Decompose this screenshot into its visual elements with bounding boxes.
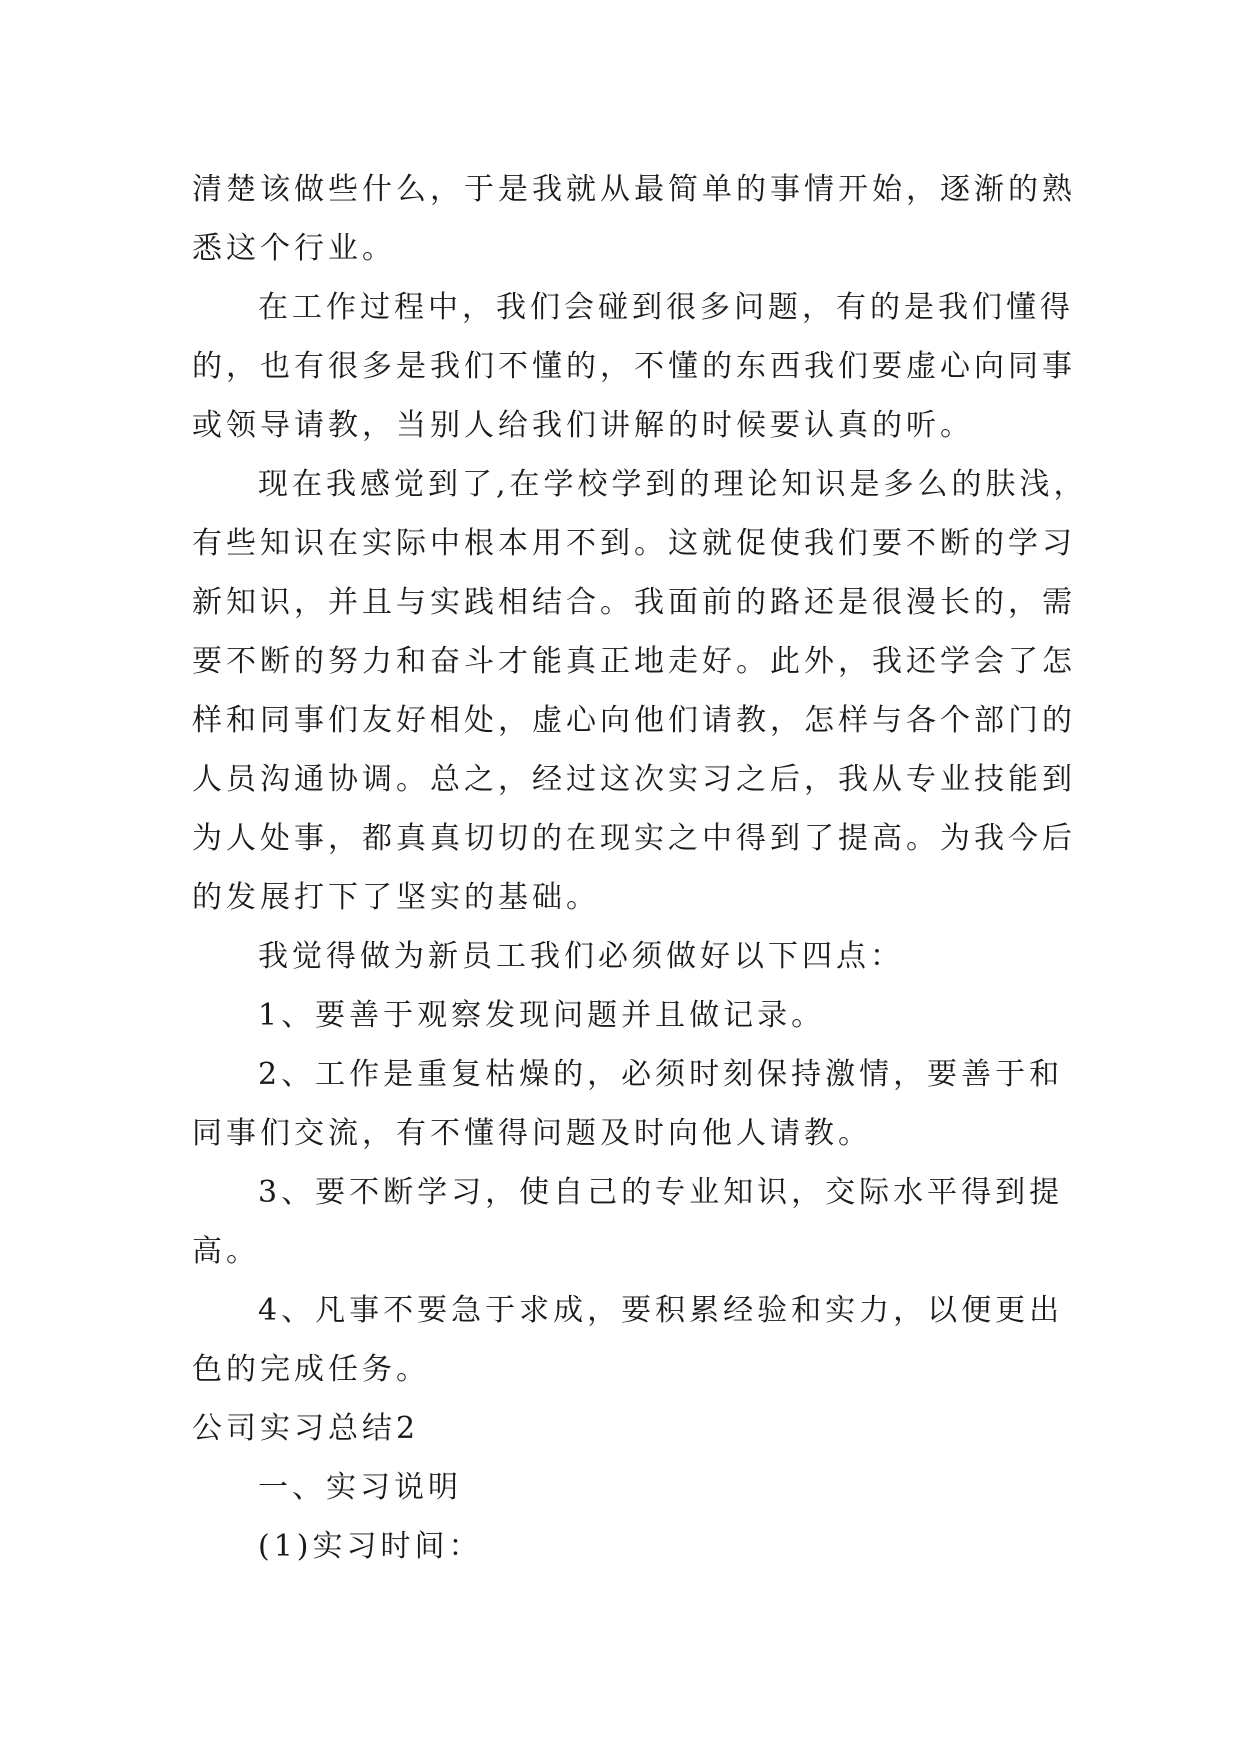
document-text-line: 在工作过程中，我们会碰到很多问题，有的是我们懂得 bbox=[258, 290, 1074, 325]
document-text-line: 人员沟通协调。总之，经过这次实习之后，我从专业技能到 bbox=[192, 762, 1076, 797]
document-text-line: (1)实习时间： bbox=[258, 1529, 483, 1564]
document-text-line: 为人处事，都真真切切的在现实之中得到了提高。为我今后 bbox=[192, 821, 1076, 856]
document-text-line: 2、工作是重复枯燥的，必须时刻保持激情，要善于和 bbox=[258, 1057, 1064, 1092]
document-text-line: 现在我感觉到了,在学校学到的理论知识是多么的肤浅， bbox=[258, 467, 1088, 502]
document-text-line: 的发展打下了坚实的基础。 bbox=[192, 880, 600, 915]
document-text-line: 4、凡事不要急于求成，要积累经验和实力，以便更出 bbox=[258, 1293, 1064, 1328]
document-text-line: 样和同事们友好相处，虚心向他们请教，怎样与各个部门的 bbox=[192, 703, 1076, 738]
document-text-line: 新知识，并且与实践相结合。我面前的路还是很漫长的，需 bbox=[192, 585, 1076, 620]
document-text-line: 的，也有很多是我们不懂的，不懂的东西我们要虚心向同事 bbox=[192, 349, 1076, 384]
document-text-line: 1、要善于观察发现问题并且做记录。 bbox=[258, 998, 826, 1033]
document-text-line: 同事们交流，有不懂得问题及时向他人请教。 bbox=[192, 1116, 872, 1151]
document-text-line: 或领导请教，当别人给我们讲解的时候要认真的听。 bbox=[192, 408, 974, 443]
document-text-line: 悉这个行业。 bbox=[192, 231, 396, 266]
document-text-line: 色的完成任务。 bbox=[192, 1352, 430, 1387]
document-text-line: 要不断的努力和奋斗才能真正地走好。此外，我还学会了怎 bbox=[192, 644, 1076, 679]
document-text-line: 一、实习说明 bbox=[258, 1470, 462, 1505]
document-text-line: 有些知识在实际中根本用不到。这就促使我们要不断的学习 bbox=[192, 526, 1076, 561]
document-body bbox=[192, 160, 1088, 1576]
document-text-line: 3、要不断学习，使自己的专业知识，交际水平得到提 bbox=[258, 1175, 1064, 1210]
document-text-line: 高。 bbox=[192, 1234, 260, 1269]
document-text-line: 我觉得做为新员工我们必须做好以下四点： bbox=[258, 939, 904, 974]
document-text-line: 清楚该做些什么，于是我就从最简单的事情开始，逐渐的熟 bbox=[192, 172, 1076, 207]
document-text-line: 公司实习总结2 bbox=[192, 1411, 420, 1446]
